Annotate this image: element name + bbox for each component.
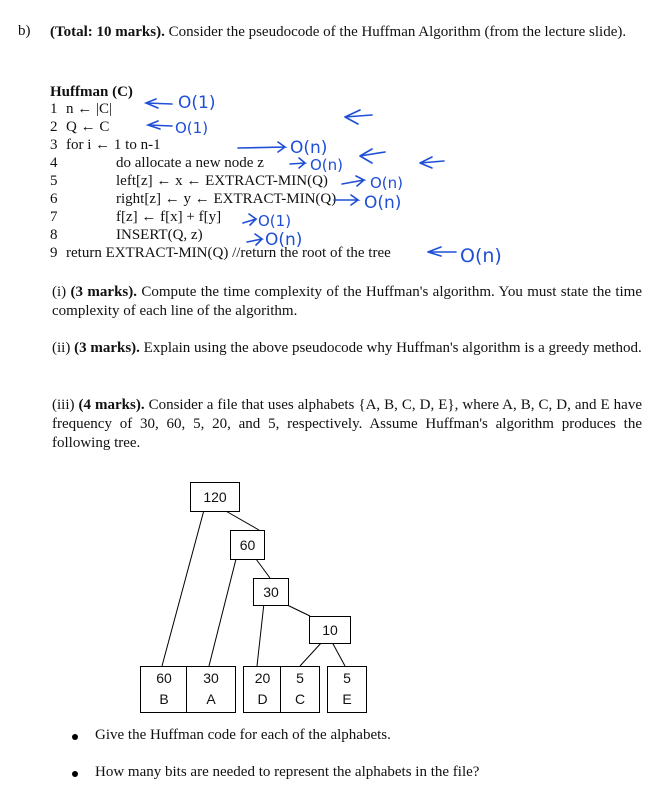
subquestion-text: Compute the time complexity of the Huffman's algorithm. You must state the time complexity of each line of the algorithm. (52, 284, 643, 319)
question-heading: (Total: 10 marks). (50, 24, 165, 40)
tree-node-60: 60 (230, 530, 265, 560)
subquestion-label: (ii) (52, 340, 71, 356)
bullet-item-2: How many bits are needed to represent the alphabets in the file? (95, 764, 480, 780)
annotation-line5: O(n) (370, 174, 404, 192)
question-intro-text: Consider the pseudocode of the Huffman Algorithm (from the lecture slide). (164, 24, 627, 40)
subquestion-text: Explain using the above pseudocode why Huffman's algorithm is a greedy method. (139, 340, 642, 356)
leaf-frequency: 5 (296, 670, 304, 686)
subquestion-label: (iii) (52, 397, 75, 413)
annotation-line7: O(1) (258, 212, 292, 230)
leaf-letter: A (206, 691, 216, 707)
line-code: n ← |C| (66, 101, 113, 117)
tree-node-10: 10 (309, 616, 351, 644)
line-code: do allocate a new node z (116, 155, 264, 171)
leaf-letter: D (257, 691, 268, 707)
line-number: 4 (50, 155, 58, 171)
bullet-icon (72, 771, 78, 777)
line-code: Q ← C (66, 119, 110, 135)
tree-leaf-d (243, 666, 282, 713)
line-code: INSERT(Q, z) (116, 227, 203, 243)
line-number: 1 (50, 101, 58, 117)
subquestion-text: Consider a file that uses alphabets {A, B, C, D, E}, where A, B, C, D, and E have frequency of 30, 60, 5, 20, and 5, respectively. Assume Huffman's algorithm produces the following tree. (52, 397, 642, 451)
algorithm-title: Huffman (C) (50, 84, 133, 100)
line-code: for i ← 1 to n-1 (66, 137, 161, 153)
leaf-letter: E (342, 691, 352, 707)
line-code: left[z] ← x ← EXTRACT-MIN(Q) (116, 173, 328, 189)
line-number: 7 (50, 209, 58, 225)
subquestion-heading: (3 marks). (70, 284, 137, 300)
tree-leaf-e (327, 666, 367, 713)
tree-leaf-b (140, 666, 188, 713)
leaf-frequency: 20 (254, 670, 271, 686)
leaf-frequency: 30 (203, 670, 219, 686)
leaf-letter: B (159, 691, 169, 707)
annotation-line6: O(n) (364, 193, 402, 213)
annotation-line4: O(n) (310, 156, 344, 174)
annotation-line3: O(n) (290, 138, 328, 158)
leaf-letter: C (294, 691, 306, 707)
line-code: f[z] ← f[x] + f[y] (116, 209, 222, 225)
line-code: right[z] ← y ← EXTRACT-MIN(Q) (116, 191, 337, 207)
subquestion-heading: (4 marks). (78, 397, 145, 413)
line-number: 2 (50, 119, 58, 135)
line-number: 8 (50, 227, 58, 243)
line-number: 5 (50, 173, 58, 189)
tree-leaf-c (280, 666, 320, 713)
leaf-frequency: 5 (343, 670, 351, 686)
tree-node-30: 30 (253, 578, 289, 606)
annotation-line8: O(n) (265, 230, 303, 250)
line-number: 9 (50, 245, 58, 261)
tree-node-root: 120 (190, 482, 240, 512)
annotation-line9: O(n) (460, 245, 502, 267)
annotation-line2: O(1) (175, 119, 209, 137)
subquestion-heading: (3 marks). (74, 340, 140, 356)
subquestion-label: (i) (52, 284, 67, 300)
bullet-icon (72, 734, 78, 740)
line-number: 6 (50, 191, 58, 207)
leaf-frequency: 60 (156, 670, 172, 686)
tree-leaf-a (186, 666, 236, 713)
line-code: return EXTRACT-MIN(Q) //return the root of the tree (66, 245, 391, 261)
question-label: b) (18, 23, 31, 39)
bullet-item-1: Give the Huffman code for each of the alphabets. (95, 727, 391, 743)
annotation-line1: O(1) (178, 93, 216, 113)
line-number: 3 (50, 137, 58, 153)
